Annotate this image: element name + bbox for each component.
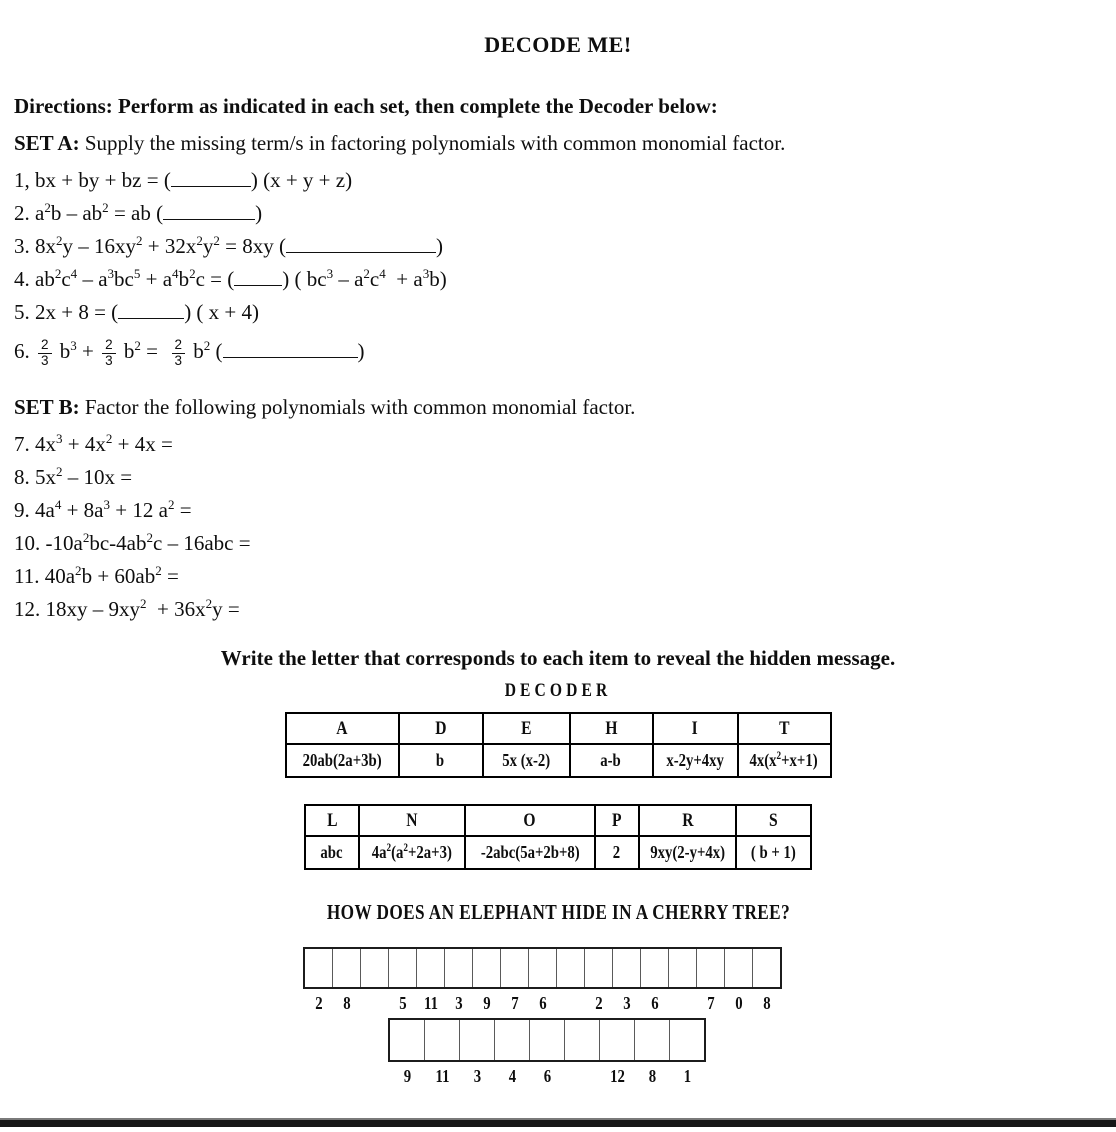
decoder-letter-cell — [305, 805, 359, 836]
answer-item-number: 11 — [435, 1066, 450, 1086]
decoder-expression: ( b + 1) — [751, 842, 797, 862]
decoder-table-2-value-row — [305, 836, 811, 869]
decoder-expression-cell — [653, 744, 738, 777]
answer-item-number: 6 — [539, 993, 547, 1013]
answer-box[interactable] — [585, 949, 613, 987]
answer-item-number: 5 — [399, 993, 407, 1013]
decoder-expression: abc — [320, 842, 343, 862]
set-a-problem-line: 2. $a^2b - ab^2$ = ab ( ) — [14, 200, 263, 225]
answer-item-number: 3 — [455, 993, 463, 1013]
answer-box[interactable] — [390, 1020, 425, 1060]
decoder-expression: -2abc(5a+2b+8) — [480, 842, 580, 862]
answer-item-number: 6 — [651, 993, 659, 1013]
answer-box[interactable] — [670, 1020, 704, 1060]
decoder-letter: P — [612, 809, 622, 831]
decoder-expression-cell — [483, 744, 570, 777]
answer-item-number: 2 — [595, 993, 603, 1013]
set-a-problem-line: 1, bx + by + bz = ( ) (x + y + z) — [14, 168, 353, 192]
answer-item-number: 3 — [473, 1066, 482, 1086]
answer-item-number: 2 — [315, 993, 323, 1013]
riddle-question: HOW DOES AN ELEPHANT HIDE IN A CHERRY TREE? — [326, 900, 790, 924]
answer-box[interactable] — [641, 949, 669, 987]
decoder-letter-cell — [399, 713, 483, 744]
answer-item-number — [560, 992, 583, 1014]
decoder-letter-cell — [738, 713, 831, 744]
decoder-expression-cell — [465, 836, 595, 869]
answer-item-number — [364, 992, 387, 1014]
answer-blank[interactable] — [234, 265, 282, 286]
answer-box[interactable] — [305, 949, 333, 987]
answer-grid-2 — [388, 1018, 1116, 1087]
decoder-expression-cell — [736, 836, 811, 869]
decoder-letter: A — [336, 717, 348, 739]
decoder-expression: 5x (x-2) — [502, 750, 550, 770]
answer-box[interactable] — [425, 1020, 460, 1060]
answer-item-number: 4 — [508, 1066, 517, 1086]
decoder-expression: $4a^2(a^2+2a+3)$ — [371, 842, 452, 862]
answer-box[interactable] — [565, 1020, 600, 1060]
answer-box[interactable] — [445, 949, 473, 987]
answer-grid-1 — [303, 947, 1116, 1014]
decoder-expression: 2 — [613, 842, 621, 862]
answer-boxes-row-1 — [303, 947, 782, 989]
answer-item-number — [568, 1065, 597, 1087]
set-b-items — [14, 428, 1116, 626]
answer-item-number: 11 — [424, 993, 438, 1013]
decoder-letter-cell — [483, 713, 570, 744]
answer-blank[interactable] — [118, 298, 184, 319]
answer-box[interactable] — [613, 949, 641, 987]
answer-box[interactable] — [697, 949, 725, 987]
answer-box[interactable] — [333, 949, 361, 987]
answer-numbers-row-2 — [390, 1065, 705, 1087]
answer-box[interactable] — [361, 949, 389, 987]
answer-item-number: 7 — [511, 993, 519, 1013]
set-b-problem-line: 10. $-10a^2bc-4ab^2c - 16abc$ = — [14, 530, 251, 555]
decoder-letter: I — [691, 717, 699, 739]
decoder-table-2-wrap — [0, 804, 1116, 870]
decoder-expression-cell — [570, 744, 653, 777]
decoder-expression: x-2y+4xy — [666, 750, 724, 770]
answer-item-number: 3 — [623, 993, 631, 1013]
decoder-expression: $4x(x^2+x+1)$ — [749, 750, 819, 770]
decoder-table-1-header-row — [286, 713, 831, 744]
answer-blank[interactable] — [163, 199, 255, 220]
set-a-items — [14, 164, 1116, 373]
decoder-letter: D — [434, 717, 447, 739]
set-a-problem-line: 5. 2x + 8 = ( ) ( x + 4) — [14, 300, 260, 324]
set-a-problem-line: 6. $\frac{2}{3}$ $b^3$ + $\frac{2}{3}$ $b^2$ = $\frac{2}{3}$ $b^2$ ( ) — [14, 337, 365, 369]
set-b-description: Factor the following polynomials with common monomial factor. — [79, 395, 636, 419]
decoder-expression-cell — [359, 836, 465, 869]
answer-box[interactable] — [417, 949, 445, 987]
answer-box[interactable] — [495, 1020, 530, 1060]
fraction: $\frac{2}{3}$ — [38, 338, 52, 368]
decoder-heading: DECODER — [504, 680, 612, 701]
set-b-problem-line: 7. $4x^3 + 4x^2 + 4x$ = — [14, 431, 173, 456]
decoder-expression: b — [436, 750, 445, 770]
decoder-expression-cell — [399, 744, 483, 777]
directions-text: Directions: Perform as indicated in each set, then complete the Decoder below: — [14, 94, 718, 118]
set-b-label: SET B: — [14, 395, 80, 419]
page-title: DECODE ME! — [484, 32, 632, 57]
answer-box[interactable] — [529, 949, 557, 987]
answer-box[interactable] — [473, 949, 501, 987]
decoder-instruction: Write the letter that corresponds to each item to reveal the hidden message. — [220, 646, 896, 670]
set-b-problem-line: 9. $4a^4 + 8a^3 + 12$ $a^2$ = — [14, 497, 192, 522]
decoder-letter-cell — [570, 713, 653, 744]
answer-box[interactable] — [725, 949, 753, 987]
decoder-letter-cell — [359, 805, 465, 836]
decoder-letter: E — [520, 717, 532, 739]
answer-box[interactable] — [753, 949, 780, 987]
answer-item-number: 6 — [543, 1066, 552, 1086]
decoder-table-1 — [285, 712, 832, 778]
answer-blank[interactable] — [223, 337, 358, 358]
answer-box[interactable] — [501, 949, 529, 987]
decoder-letter: N — [406, 809, 418, 831]
decoder-letter-cell — [286, 713, 399, 744]
answer-box[interactable] — [635, 1020, 670, 1060]
decoder-expression-cell — [738, 744, 831, 777]
decoder-letter-cell — [736, 805, 811, 836]
fraction: $\frac{2}{3}$ — [102, 338, 116, 368]
answer-box[interactable] — [557, 949, 585, 987]
section-gap — [0, 373, 1116, 395]
answer-numbers-row-1 — [305, 992, 781, 1014]
set-a-problem-line: 4. $ab^2c^4 - a^3bc^5 + a^4b^2c$ = ( ) ( $bc^3 - a^2c^4 + a^3b$) — [14, 266, 447, 291]
set-b-problem-line: 12. $18xy - 9xy^2 + 36x^2y$ = — [14, 596, 240, 621]
decoder-expression: 20ab(2a+3b) — [302, 750, 382, 770]
bottom-divider — [0, 1118, 1116, 1127]
answer-box[interactable] — [389, 949, 417, 987]
set-a-problem-line: 3. $8x^2y - 16xy^2 + 32x^2y^2 = 8xy$ ( ) — [14, 233, 443, 258]
set-b-problem-line: 8. $5x^2 - 10x$ = — [14, 464, 133, 489]
answer-item-number — [672, 992, 695, 1014]
answer-blank[interactable] — [286, 232, 436, 253]
decoder-letter: L — [326, 809, 338, 831]
decoder-letter: H — [604, 717, 618, 739]
fraction: $\frac{2}{3}$ — [172, 338, 186, 368]
decoder-letter: S — [769, 809, 778, 831]
decoder-table-2-header-row — [305, 805, 811, 836]
decoder-expression-cell — [595, 836, 639, 869]
answer-item-number: 7 — [707, 993, 715, 1013]
answer-boxes-row-2 — [388, 1018, 706, 1062]
decoder-letter-cell — [653, 713, 738, 744]
answer-item-number: 0 — [735, 993, 743, 1013]
answer-item-number: 9 — [483, 993, 491, 1013]
answer-item-number: 1 — [683, 1066, 692, 1086]
answer-box[interactable] — [530, 1020, 565, 1060]
decoder-letter: T — [778, 717, 790, 739]
answer-box[interactable] — [669, 949, 697, 987]
riddle-row — [0, 900, 1116, 925]
decoder-expression: 9xy(2-y+4x) — [650, 842, 725, 862]
set-b-problem-line: 11. $40a^2b + 60ab^2$ = — [14, 563, 179, 588]
set-b-heading — [14, 395, 1116, 420]
set-a-label: SET A: — [14, 131, 80, 155]
decoder-expression-cell — [639, 836, 736, 869]
decoder-letter-cell — [465, 805, 595, 836]
decoder-heading-row — [0, 677, 1116, 702]
answer-blank[interactable] — [171, 166, 251, 187]
answer-box[interactable] — [460, 1020, 495, 1060]
answer-item-number: 8 — [343, 993, 351, 1013]
decoder-expression: a-b — [600, 750, 622, 770]
set-a-heading — [14, 131, 1116, 156]
decoder-letter-cell — [639, 805, 736, 836]
answer-item-number: 12 — [610, 1066, 625, 1086]
decoder-letter: R — [681, 809, 694, 831]
answer-item-number: 8 — [763, 993, 771, 1013]
answer-item-number: 9 — [403, 1066, 412, 1086]
decoder-letter-cell — [595, 805, 639, 836]
answer-item-number: 8 — [648, 1066, 657, 1086]
answer-box[interactable] — [600, 1020, 635, 1060]
decoder-table-1-value-row — [286, 744, 831, 777]
decoder-expression-cell — [305, 836, 359, 869]
decoder-table-2 — [304, 804, 812, 870]
decoder-letter: O — [523, 809, 536, 831]
set-a-description: Supply the missing term/s in factoring polynomials with common monomial factor. — [79, 131, 786, 155]
decoder-expression-cell — [286, 744, 399, 777]
